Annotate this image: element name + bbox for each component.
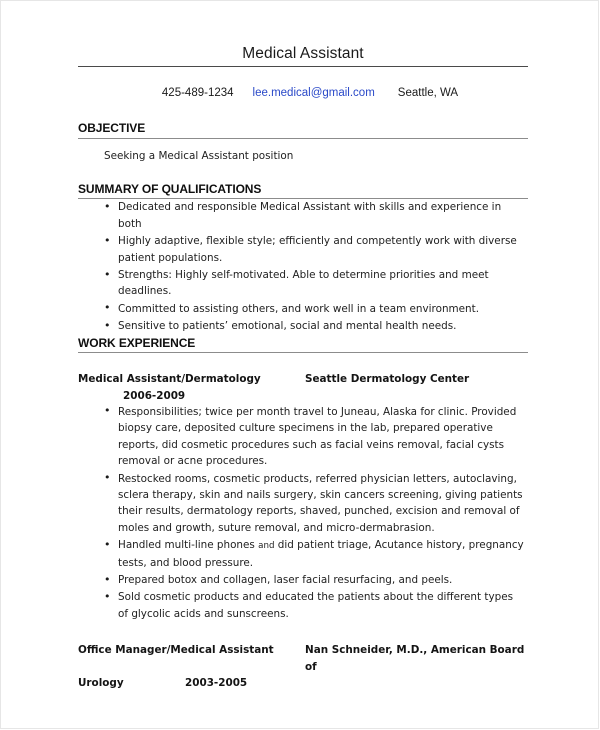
list-item: • Restocked rooms, cosmetic products, referred physician letters, autoclaving, sclera therapy, skin and nails surgery, skin cancers screening, giving patients their results, dermatology reports, shaved, punched, excision and removal of moles and growth, suture removal, and micro-dermabrasion. xyxy=(78,471,528,537)
resume-title: Medical Assistant xyxy=(242,45,364,62)
list-item: • Strengths: Highly self-motivated. Able to determine priorities and meet deadlines. xyxy=(78,267,528,300)
section-heading-summary: SUMMARY OF QUALIFICATIONS xyxy=(78,181,262,196)
contact-location: Seattle, WA xyxy=(397,87,459,99)
resume-document xyxy=(78,0,528,691)
summary-bullet-list xyxy=(78,199,528,334)
phones-bullet-before: Handled multi-line phones xyxy=(118,539,259,552)
job-continuation-line xyxy=(78,675,528,691)
section-summary xyxy=(78,182,528,335)
list-item: • Sold cosmetic products and educated the patients about the different types of glycolic acids and sunscreens. xyxy=(78,589,528,622)
list-item: • Prepared botox and collagen, laser facial resurfacing, and peels. xyxy=(78,572,528,588)
job-role: Medical Assistant/Dermatology xyxy=(78,373,261,386)
job-entry xyxy=(78,623,528,691)
section-objective xyxy=(78,121,528,182)
job-employer: Seattle Dermatology Center xyxy=(305,373,470,386)
job-employer: Nan Schneider, M.D., American Board of xyxy=(305,644,525,673)
list-item: • Committed to assisting others, and work well in a team environment. xyxy=(78,301,528,317)
job-heading-line xyxy=(78,642,528,675)
section-heading-objective: OBJECTIVE xyxy=(78,121,146,135)
job-role-continuation: Urology xyxy=(78,677,124,690)
section-heading-work-experience: WORK EXPERIENCE xyxy=(78,335,196,350)
list-item: • Responsibilities; twice per month travel to Juneau, Alaska for clinic. Provided biopsy care, deposited culture specimens in the lab, prepared operative reports, did cosmetic procedures such as facial veins removal, facial cysts removal or acne procedures. xyxy=(78,404,528,470)
section-work-experience xyxy=(78,336,528,692)
list-item: • Dedicated and responsible Medical Assistant with skills and experience in both xyxy=(78,199,528,232)
contact-email-link[interactable]: lee.medical@gmail.com xyxy=(252,87,375,99)
job-dates: 2006-2009 xyxy=(123,389,186,402)
job-heading-line xyxy=(78,371,528,387)
job-bullet-list xyxy=(78,404,528,622)
phones-bullet-after: did patient triage, Acutance history, pregnancy tests, and blood pressure. xyxy=(118,539,524,569)
phones-bullet-small-run: and xyxy=(258,541,275,552)
job-entry xyxy=(78,353,528,404)
list-item xyxy=(78,537,528,571)
contact-line xyxy=(78,67,528,121)
list-item: • Sensitive to patients’ emotional, social and mental health needs. xyxy=(78,318,528,334)
objective-text: Seeking a Medical Assistant position xyxy=(104,149,294,162)
job-dates: 2003-2005 xyxy=(185,677,248,690)
list-item: • Highly adaptive, flexible style; efficiently and competently work with diverse patient populations. xyxy=(78,233,528,266)
job-role: Office Manager/Medical Assistant xyxy=(78,644,274,657)
contact-phone: 425-489-1234 xyxy=(161,87,234,99)
